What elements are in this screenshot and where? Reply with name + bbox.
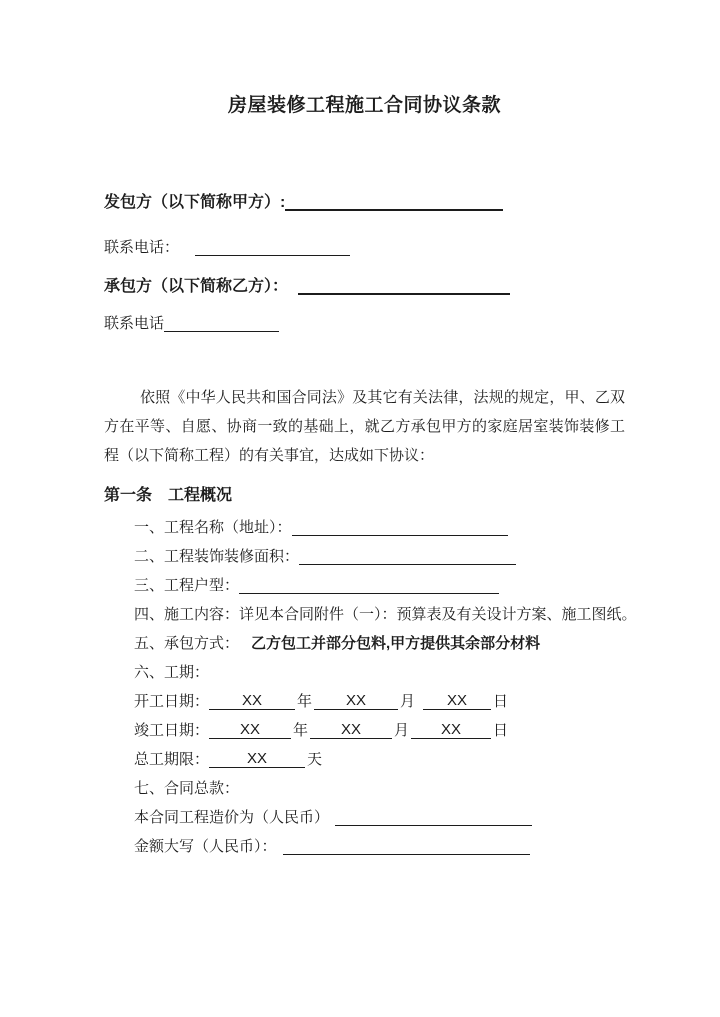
preamble-paragraph: 依照《中华人民共和国合同法》及其它有关法律，法规的规定，甲、乙双方在平等、自愿、协商一致的基础上，就乙方承包甲方的家庭居室装饰装修工程（以下简称工程）的有关事宜，达成如下协议： (104, 389, 625, 464)
start-date-year-unit: 年 (297, 693, 313, 710)
article1-items (134, 513, 637, 861)
item-contract-mode (134, 629, 625, 658)
start-date-year-blank: XX (209, 692, 295, 710)
item-decoration-area (134, 542, 625, 571)
end-date-line (134, 716, 625, 745)
total-cost-line (134, 803, 625, 832)
end-date-month-unit: 月 (394, 722, 410, 739)
party-b-blank (298, 277, 510, 295)
start-date-month-blank: XX (314, 692, 398, 710)
document-content (0, 90, 720, 861)
total-duration-unit: 天 (307, 751, 323, 768)
party-a-phone-label: 联系电话： (104, 239, 180, 256)
item-project-name-label: 一、工程名称（地址）： (134, 519, 292, 536)
start-date-label: 开工日期： (134, 693, 210, 710)
item-project-name (134, 513, 625, 542)
party-a-blank (285, 193, 503, 211)
total-duration-label: 总工期限： (134, 751, 210, 768)
party-a-phone-line (104, 236, 625, 257)
start-date-month-unit: 月 (400, 693, 416, 710)
party-a-phone-blank (195, 238, 350, 256)
party-b-phone-line (104, 312, 625, 333)
item-unit-type (134, 571, 625, 600)
amount-in-words-line (134, 832, 625, 861)
start-date-day-blank: XX (423, 692, 491, 710)
party-a-label: 发包方（以下简称甲方）: (104, 194, 286, 211)
end-date-label: 竣工日期： (134, 722, 210, 739)
document-title: 房屋装修工程施工合同协议条款 (227, 95, 501, 116)
party-b-label: 承包方（以下简称乙方）： (104, 278, 289, 295)
amount-in-words-label: 金额大写（人民币）： (134, 838, 277, 855)
item-contract-mode-label: 五、承包方式： (134, 635, 240, 652)
total-cost-blank (335, 808, 532, 826)
start-date-line (134, 687, 625, 716)
end-date-day-blank: XX (411, 721, 491, 739)
unit-type-blank (239, 576, 499, 594)
party-b-line (104, 273, 625, 296)
total-duration-line (134, 745, 625, 774)
decoration-area-blank (299, 547, 516, 565)
item-contract-mode-value: 乙方包工并部分包料,甲方提供其余部分材料 (251, 635, 541, 652)
end-date-month-blank: XX (310, 721, 392, 739)
total-cost-label: 本合同工程造价为（人民币） (134, 809, 330, 826)
total-duration-blank: XX (209, 750, 305, 768)
item-duration-heading: 六、工期： (134, 664, 210, 681)
article1-heading: 第一条 工程概况 (104, 487, 233, 504)
end-date-year-unit: 年 (293, 722, 309, 739)
item-decoration-area-label: 二、工程装饰装修面积： (134, 548, 300, 565)
item-unit-type-label: 三、工程户型： (134, 577, 240, 594)
end-date-day-unit: 日 (493, 722, 509, 739)
project-name-blank (292, 518, 508, 536)
party-b-phone-label: 联系电话 (104, 315, 165, 332)
party-a-line (104, 189, 625, 212)
end-date-year-blank: XX (209, 721, 291, 739)
party-b-phone-blank (164, 314, 279, 332)
item-construction-content: 四、施工内容：详见本合同附件（一）：预算表及有关设计方案、施工图纸。 (134, 606, 637, 623)
amount-in-words-blank (283, 837, 530, 855)
start-date-day-unit: 日 (493, 693, 509, 710)
item-contract-total-heading: 七、合同总款： (134, 780, 240, 797)
